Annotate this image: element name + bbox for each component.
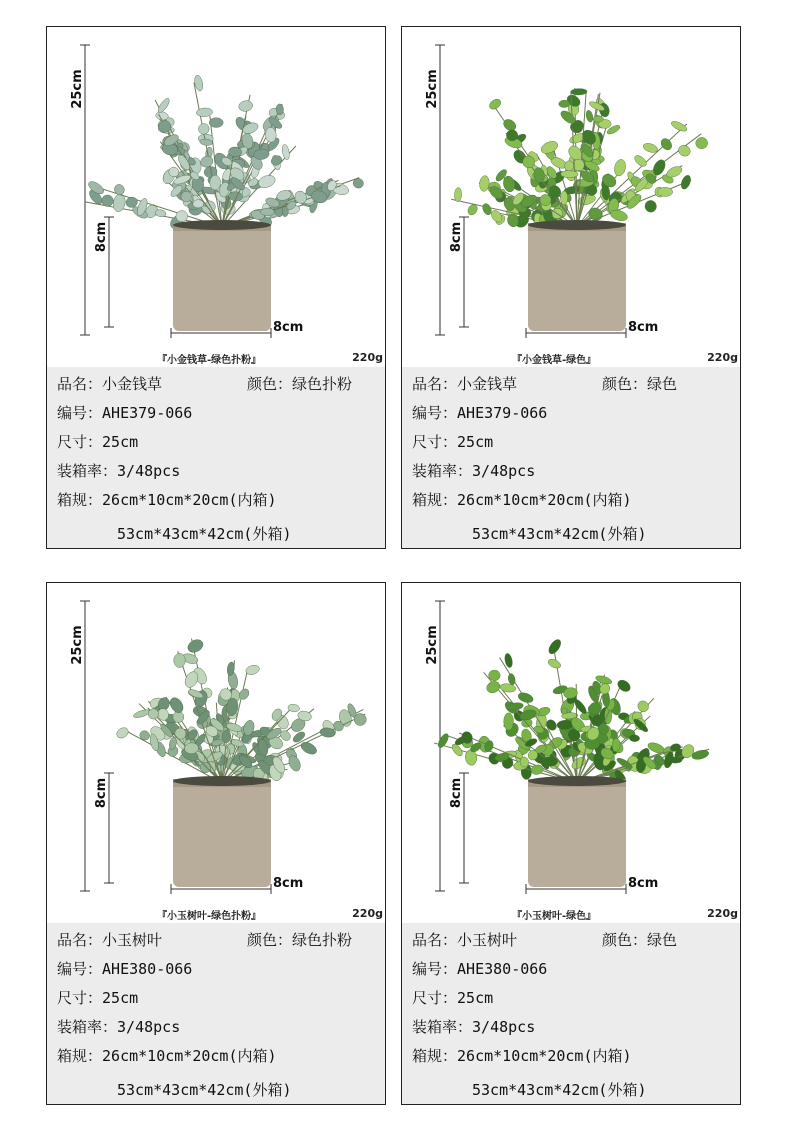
code-key: 编号：	[412, 404, 458, 422]
code-value: AHE379-066	[102, 404, 193, 422]
plant-illustration	[402, 27, 740, 349]
pot-width-label: 8cm	[628, 876, 659, 891]
color-row	[602, 929, 677, 950]
box-inner-value: 26cm*10cm*20cm(内箱)	[457, 1047, 632, 1065]
spec-panel	[402, 923, 740, 1104]
pack-row	[57, 460, 180, 481]
variant-caption: 『小金钱草-绿色』	[512, 355, 597, 366]
box-outer-row	[472, 523, 647, 544]
pack-key: 装箱率：	[412, 1018, 473, 1036]
name-key: 品名：	[57, 931, 103, 949]
size-row	[412, 987, 493, 1008]
box-outer-row	[472, 1079, 647, 1100]
name-key: 品名：	[412, 375, 458, 393]
code-key: 编号：	[57, 404, 103, 422]
box-row	[412, 1045, 632, 1066]
box-outer-value: 53cm*43cm*42cm(外箱)	[472, 525, 647, 543]
product-card-2	[401, 26, 741, 549]
pot-height-label: 8cm	[449, 777, 464, 809]
pot	[528, 779, 626, 887]
box-outer-value: 53cm*43cm*42cm(外箱)	[117, 525, 292, 543]
variant-caption: 『小金钱草-绿色扑粉』	[157, 355, 262, 366]
weight-label: 220g	[352, 907, 383, 920]
code-value: AHE380-066	[457, 960, 548, 978]
height-label: 25cm	[70, 625, 85, 665]
caption-row	[402, 905, 740, 923]
code-row	[57, 402, 192, 423]
pot-height-label: 8cm	[449, 221, 464, 253]
code-key: 编号：	[412, 960, 458, 978]
name-row	[57, 373, 162, 394]
name-row	[412, 373, 517, 394]
pack-row	[412, 1016, 535, 1037]
spec-panel	[47, 923, 385, 1104]
product-photo	[47, 27, 385, 367]
product-name: 小金钱草	[457, 375, 518, 393]
size-value: 25cm	[102, 433, 139, 451]
pot-width-label: 8cm	[273, 876, 304, 891]
product-card-4	[401, 582, 741, 1105]
weight-label: 220g	[707, 351, 738, 364]
box-row	[412, 489, 632, 510]
size-value: 25cm	[457, 433, 494, 451]
pack-row	[412, 460, 535, 481]
box-row	[57, 1045, 277, 1066]
pack-value: 3/48pcs	[472, 1018, 536, 1036]
product-card-3	[46, 582, 386, 1105]
pack-value: 3/48pcs	[117, 1018, 181, 1036]
caption-row	[47, 349, 385, 367]
pot-height-label: 8cm	[94, 221, 109, 253]
size-key: 尺寸：	[57, 433, 103, 451]
product-name: 小金钱草	[102, 375, 163, 393]
pot-height-label: 8cm	[94, 777, 109, 809]
size-value: 25cm	[457, 989, 494, 1007]
code-value: AHE380-066	[102, 960, 193, 978]
color-key: 颜色：	[602, 375, 648, 393]
height-label: 25cm	[70, 69, 85, 109]
variant-caption: 『小玉树叶-绿色扑粉』	[157, 911, 262, 922]
size-key: 尺寸：	[412, 989, 458, 1007]
color-value: 绿色扑粉	[292, 931, 353, 949]
name-key: 品名：	[57, 375, 103, 393]
size-row	[57, 987, 138, 1008]
product-card-1	[46, 26, 386, 549]
box-key: 箱规：	[412, 1047, 458, 1065]
caption-row	[47, 905, 385, 923]
variant-caption: 『小玉树叶-绿色』	[512, 911, 597, 922]
box-outer-row	[117, 1079, 292, 1100]
color-value: 绿色	[647, 931, 678, 949]
name-row	[57, 929, 162, 950]
spec-panel	[47, 367, 385, 548]
caption-row	[402, 349, 740, 367]
color-value: 绿色	[647, 375, 678, 393]
product-photo	[47, 583, 385, 923]
box-inner-value: 26cm*10cm*20cm(内箱)	[457, 491, 632, 509]
color-key: 颜色：	[602, 931, 648, 949]
size-row	[57, 431, 138, 452]
height-label: 25cm	[425, 69, 440, 109]
plant-illustration	[47, 583, 385, 905]
box-outer-value: 53cm*43cm*42cm(外箱)	[117, 1081, 292, 1099]
foliage	[434, 637, 710, 785]
box-outer-row	[117, 523, 292, 544]
weight-label: 220g	[707, 907, 738, 920]
code-row	[57, 958, 192, 979]
box-outer-value: 53cm*43cm*42cm(外箱)	[472, 1081, 647, 1099]
pack-value: 3/48pcs	[117, 462, 181, 480]
code-row	[412, 402, 547, 423]
foliage	[451, 88, 708, 230]
color-row	[602, 373, 677, 394]
pack-key: 装箱率：	[57, 1018, 118, 1036]
product-name: 小玉树叶	[457, 931, 518, 949]
color-key: 颜色：	[247, 375, 293, 393]
pack-row	[57, 1016, 180, 1037]
code-key: 编号：	[57, 960, 103, 978]
box-key: 箱规：	[412, 491, 458, 509]
foliage	[115, 637, 368, 787]
box-inner-value: 26cm*10cm*20cm(内箱)	[102, 491, 277, 509]
name-row	[412, 929, 517, 950]
pot-width-label: 8cm	[273, 320, 304, 335]
height-label: 25cm	[425, 625, 440, 665]
code-row	[412, 958, 547, 979]
code-value: AHE379-066	[457, 404, 548, 422]
pack-key: 装箱率：	[412, 462, 473, 480]
pack-key: 装箱率：	[57, 462, 118, 480]
pot	[528, 223, 626, 331]
box-row	[57, 489, 277, 510]
size-row	[412, 431, 493, 452]
pot	[173, 779, 271, 887]
spec-panel	[402, 367, 740, 548]
size-key: 尺寸：	[412, 433, 458, 451]
size-value: 25cm	[102, 989, 139, 1007]
product-photo	[402, 27, 740, 367]
plant-illustration	[47, 27, 385, 349]
foliage	[85, 74, 364, 231]
plant-illustration	[402, 583, 740, 905]
pot	[173, 223, 271, 331]
weight-label: 220g	[352, 351, 383, 364]
pack-value: 3/48pcs	[472, 462, 536, 480]
color-key: 颜色：	[247, 931, 293, 949]
pot-width-label: 8cm	[628, 320, 659, 335]
box-inner-value: 26cm*10cm*20cm(内箱)	[102, 1047, 277, 1065]
color-row	[247, 929, 352, 950]
color-row	[247, 373, 352, 394]
name-key: 品名：	[412, 931, 458, 949]
box-key: 箱规：	[57, 1047, 103, 1065]
box-key: 箱规：	[57, 491, 103, 509]
product-name: 小玉树叶	[102, 931, 163, 949]
color-value: 绿色扑粉	[292, 375, 353, 393]
product-photo	[402, 583, 740, 923]
size-key: 尺寸：	[57, 989, 103, 1007]
